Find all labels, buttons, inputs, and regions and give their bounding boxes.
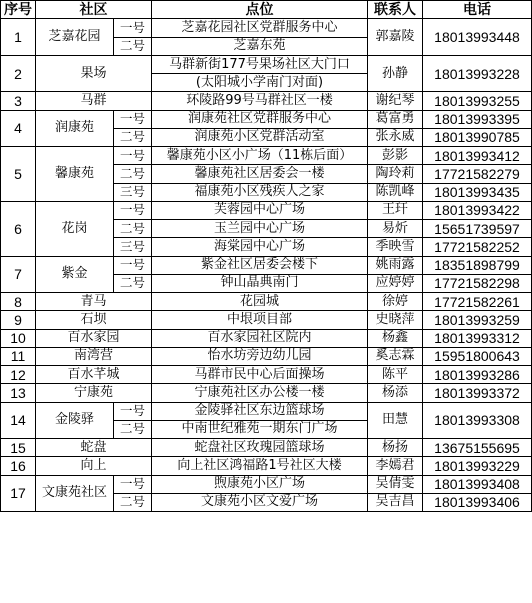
row-phone: 18013993406 bbox=[423, 493, 532, 511]
row-location: 环陵路99号马群社区一楼 bbox=[152, 92, 368, 110]
row-location: 玉兰园中心广场 bbox=[152, 220, 368, 238]
row-sub-label: 二号 bbox=[114, 37, 152, 55]
row-location: 润康苑社区党群服务中心 bbox=[152, 110, 368, 128]
row-location: 向上社区鸿福路1号社区大楼 bbox=[152, 457, 368, 475]
table-row bbox=[1, 147, 532, 165]
header-seq: 序号 bbox=[1, 1, 36, 19]
row-contact: 陈凯峰 bbox=[368, 183, 423, 201]
row-phone: 18013993408 bbox=[423, 475, 532, 493]
row-seq: 13 bbox=[1, 384, 36, 402]
header-community: 社区 bbox=[36, 1, 152, 19]
table-row bbox=[1, 293, 532, 311]
row-seq: 11 bbox=[1, 347, 36, 365]
row-sub-label: 一号 bbox=[114, 256, 152, 274]
row-phone: 18013993422 bbox=[423, 201, 532, 219]
table-row bbox=[1, 347, 532, 365]
row-phone: 17721582252 bbox=[423, 238, 532, 256]
row-location: 文康苑小区文爱广场 bbox=[152, 493, 368, 511]
row-phone: 18013990785 bbox=[423, 128, 532, 146]
row-seq: 1 bbox=[1, 19, 36, 56]
header-phone: 电话 bbox=[423, 1, 532, 19]
table-row bbox=[1, 311, 532, 329]
row-community: 马群 bbox=[36, 92, 152, 110]
row-community: 南湾营 bbox=[36, 347, 152, 365]
row-community: 向上 bbox=[36, 457, 152, 475]
row-contact: 吴倩雯 bbox=[368, 475, 423, 493]
row-seq: 8 bbox=[1, 293, 36, 311]
row-seq: 9 bbox=[1, 311, 36, 329]
row-contact: 彭影 bbox=[368, 147, 423, 165]
row-seq: 16 bbox=[1, 457, 36, 475]
table-row bbox=[1, 110, 532, 128]
row-location: 芙蓉园中心广场 bbox=[152, 201, 368, 219]
row-phone: 18013993228 bbox=[423, 55, 532, 92]
row-phone: 13675155695 bbox=[423, 439, 532, 457]
row-location: 芝嘉东苑 bbox=[152, 37, 368, 55]
row-phone: 18013993255 bbox=[423, 92, 532, 110]
table-row bbox=[1, 384, 532, 402]
row-phone: 15651739597 bbox=[423, 220, 532, 238]
table-row bbox=[1, 366, 532, 384]
row-location: 紫金社区居委会楼下 bbox=[152, 256, 368, 274]
row-sub-label: 三号 bbox=[114, 238, 152, 256]
table-row bbox=[1, 92, 532, 110]
row-location: 钟山晶典南门 bbox=[152, 274, 368, 292]
row-location: (太阳城小学南门对面) bbox=[152, 74, 368, 92]
row-community: 石坝 bbox=[36, 311, 152, 329]
row-community: 青马 bbox=[36, 293, 152, 311]
row-contact: 杨扬 bbox=[368, 439, 423, 457]
row-community: 果场 bbox=[36, 55, 152, 92]
row-sub-label: 一号 bbox=[114, 475, 152, 493]
row-location: 润康苑小区党群活动室 bbox=[152, 128, 368, 146]
row-sub-label: 三号 bbox=[114, 183, 152, 201]
row-seq: 14 bbox=[1, 402, 36, 439]
row-seq: 3 bbox=[1, 92, 36, 110]
row-seq: 15 bbox=[1, 439, 36, 457]
row-seq: 5 bbox=[1, 147, 36, 202]
row-sub-label: 二号 bbox=[114, 220, 152, 238]
row-location: 百水家园社区院内 bbox=[152, 329, 368, 347]
row-seq: 10 bbox=[1, 329, 36, 347]
row-seq: 7 bbox=[1, 256, 36, 293]
row-sub-label: 一号 bbox=[114, 110, 152, 128]
row-community: 文康苑社区 bbox=[36, 475, 114, 512]
row-contact: 陈平 bbox=[368, 366, 423, 384]
row-location: 福康苑小区残疾人之家 bbox=[152, 183, 368, 201]
row-location: 马群新街177号果场社区大门口 bbox=[152, 55, 368, 73]
row-sub-label: 一号 bbox=[114, 147, 152, 165]
row-location: 中南世纪雅苑一期东门广场 bbox=[152, 420, 368, 438]
row-contact: 奚志霖 bbox=[368, 347, 423, 365]
row-sub-label: 一号 bbox=[114, 19, 152, 37]
row-location: 煦康苑小区广场 bbox=[152, 475, 368, 493]
row-contact: 田慧 bbox=[368, 402, 423, 439]
row-community: 花岗 bbox=[36, 201, 114, 256]
row-location: 马群市民中心后面操场 bbox=[152, 366, 368, 384]
row-community: 宁康苑 bbox=[36, 384, 152, 402]
row-location: 馨康苑社区居委会一楼 bbox=[152, 165, 368, 183]
row-community: 百水芊城 bbox=[36, 366, 152, 384]
row-contact: 李嫣君 bbox=[368, 457, 423, 475]
row-contact: 史晓萍 bbox=[368, 311, 423, 329]
row-phone: 18013993259 bbox=[423, 311, 532, 329]
row-contact: 葛富勇 bbox=[368, 110, 423, 128]
row-phone: 15951800643 bbox=[423, 347, 532, 365]
row-phone: 17721582279 bbox=[423, 165, 532, 183]
row-community: 金陵驿 bbox=[36, 402, 114, 439]
row-phone: 18013993372 bbox=[423, 384, 532, 402]
header-location: 点位 bbox=[152, 1, 368, 19]
row-contact: 陶玲莉 bbox=[368, 165, 423, 183]
row-seq: 12 bbox=[1, 366, 36, 384]
row-contact: 姚雨露 bbox=[368, 256, 423, 274]
row-seq: 4 bbox=[1, 110, 36, 147]
row-contact: 徐婷 bbox=[368, 293, 423, 311]
row-community: 紫金 bbox=[36, 256, 114, 293]
row-contact: 杨鑫 bbox=[368, 329, 423, 347]
row-sub-label: 一号 bbox=[114, 402, 152, 420]
row-location: 馨康苑小区小广场（11栋后面） bbox=[152, 147, 368, 165]
row-phone: 18013993395 bbox=[423, 110, 532, 128]
row-location: 中垠项目部 bbox=[152, 311, 368, 329]
row-contact: 谢纪琴 bbox=[368, 92, 423, 110]
row-contact: 应婷婷 bbox=[368, 274, 423, 292]
table-row bbox=[1, 201, 532, 219]
row-seq: 2 bbox=[1, 55, 36, 92]
header-contact: 联系人 bbox=[368, 1, 423, 19]
row-contact: 孙静 bbox=[368, 55, 423, 92]
header-row bbox=[1, 1, 532, 19]
table-row bbox=[1, 329, 532, 347]
row-community: 蛇盘 bbox=[36, 439, 152, 457]
row-location: 宁康苑社区办公楼一楼 bbox=[152, 384, 368, 402]
table-body bbox=[1, 19, 532, 512]
table-row bbox=[1, 55, 532, 73]
row-contact: 吴吉昌 bbox=[368, 493, 423, 511]
row-phone: 18013993308 bbox=[423, 402, 532, 439]
row-community: 芝嘉花园 bbox=[36, 19, 114, 56]
row-location: 海棠园中心广场 bbox=[152, 238, 368, 256]
row-phone: 17721582298 bbox=[423, 274, 532, 292]
row-sub-label: 二号 bbox=[114, 274, 152, 292]
row-phone: 18013993448 bbox=[423, 19, 532, 56]
row-contact: 王玕 bbox=[368, 201, 423, 219]
row-phone: 18013993286 bbox=[423, 366, 532, 384]
table-row bbox=[1, 402, 532, 420]
table-row bbox=[1, 439, 532, 457]
row-seq: 6 bbox=[1, 201, 36, 256]
row-location: 蛇盘社区玫瑰园篮球场 bbox=[152, 439, 368, 457]
row-sub-label: 一号 bbox=[114, 201, 152, 219]
row-location: 芝嘉花园社区党群服务中心 bbox=[152, 19, 368, 37]
table-row bbox=[1, 256, 532, 274]
row-location: 花园城 bbox=[152, 293, 368, 311]
row-community: 馨康苑 bbox=[36, 147, 114, 202]
row-location: 怡水坊旁边幼儿园 bbox=[152, 347, 368, 365]
row-phone: 18351898799 bbox=[423, 256, 532, 274]
row-community: 百水家园 bbox=[36, 329, 152, 347]
row-community: 润康苑 bbox=[36, 110, 114, 147]
row-phone: 18013993412 bbox=[423, 147, 532, 165]
row-phone: 17721582261 bbox=[423, 293, 532, 311]
table-row bbox=[1, 19, 532, 37]
row-contact: 杨添 bbox=[368, 384, 423, 402]
row-contact: 郭嘉陵 bbox=[368, 19, 423, 56]
row-sub-label: 二号 bbox=[114, 165, 152, 183]
row-phone: 18013993229 bbox=[423, 457, 532, 475]
table-row bbox=[1, 457, 532, 475]
row-contact: 易炘 bbox=[368, 220, 423, 238]
row-contact: 季映雪 bbox=[368, 238, 423, 256]
row-location: 金陵驿社区东边篮球场 bbox=[152, 402, 368, 420]
table-row bbox=[1, 475, 532, 493]
row-sub-label: 二号 bbox=[114, 128, 152, 146]
row-seq: 17 bbox=[1, 475, 36, 512]
row-sub-label: 二号 bbox=[114, 420, 152, 438]
row-phone: 18013993312 bbox=[423, 329, 532, 347]
row-phone: 18013993435 bbox=[423, 183, 532, 201]
row-contact: 张永威 bbox=[368, 128, 423, 146]
row-sub-label: 二号 bbox=[114, 493, 152, 511]
